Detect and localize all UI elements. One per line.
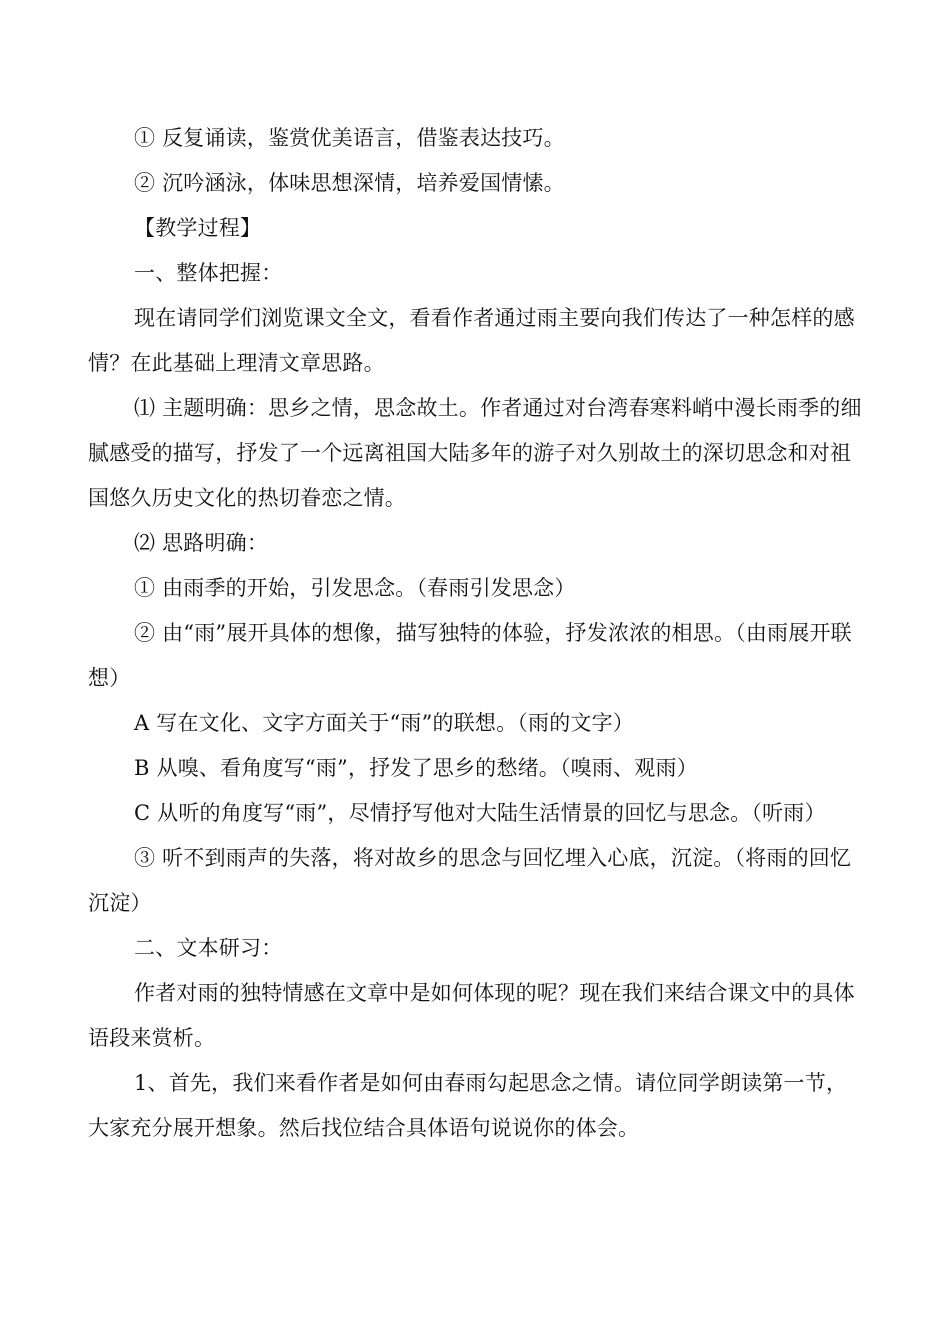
structure-item-2: ② 由“雨”展开具体的想像，描写独特的体验，抒发浓浓的相思。（由雨展开联想） <box>88 621 852 690</box>
objective-item-1: ① 反复诵读，鉴赏优美语言，借鉴表达技巧。 <box>134 126 565 150</box>
paragraph-text-study-intro: 作者对雨的独特情感在文章中是如何体现的呢？现在我们来结合课文中的具体语段来赏析。 <box>88 981 855 1050</box>
paragraph-step-1: 1、首先，我们来看作者是如何由春雨勾起思念之情。请位同学朗读第一节，大家充分展开想象。然后找位结合具体语句说说你的体会。 <box>88 1071 848 1140</box>
paragraph-intro: 现在请同学们浏览课文全文，看看作者通过雨主要向我们传达了一种怎样的感情？在此基础上理清文章思路。 <box>88 306 855 375</box>
structure-subitem-a: A 写在文化、文字方面关于“雨”的联想。（雨的文字） <box>134 711 635 735</box>
structure-item-3: ③ 听不到雨声的失落，将对故乡的思念与回忆埋入心底，沉淀。（将雨的回忆沉淀） <box>88 846 852 915</box>
document-body <box>88 116 868 1151</box>
structure-subitem-c: C 从听的角度写“雨”，尽情抒写他对大陆生活情景的回忆与思念。（听雨） <box>134 801 826 825</box>
objective-item-2: ② 沉吟涵泳，体味思想深情，培养爱国情愫。 <box>134 171 565 195</box>
section-heading-overall: 一、整体把握： <box>134 261 283 285</box>
section-heading-teaching-process: 【教学过程】 <box>134 216 262 240</box>
structure-subitem-b: B 从嗅、看角度写“雨”，抒发了思乡的愁绪。（嗅雨、观雨） <box>134 756 698 780</box>
paragraph-theme: ⑴ 主题明确：思乡之情，思念故土。作者通过对台湾春寒料峭中漫长雨季的细腻感受的描写，抒发了一个远离祖国大陆多年的游子对久别故土的深切思念和对祖国悠久历史文化的热切眷恋之情。 <box>88 396 862 510</box>
section-heading-text-study: 二、文本研习： <box>134 936 283 960</box>
paragraph-structure-heading: ⑵ 思路明确： <box>134 531 269 555</box>
structure-item-1: ① 由雨季的开始，引发思念。（春雨引发思念） <box>134 576 576 600</box>
